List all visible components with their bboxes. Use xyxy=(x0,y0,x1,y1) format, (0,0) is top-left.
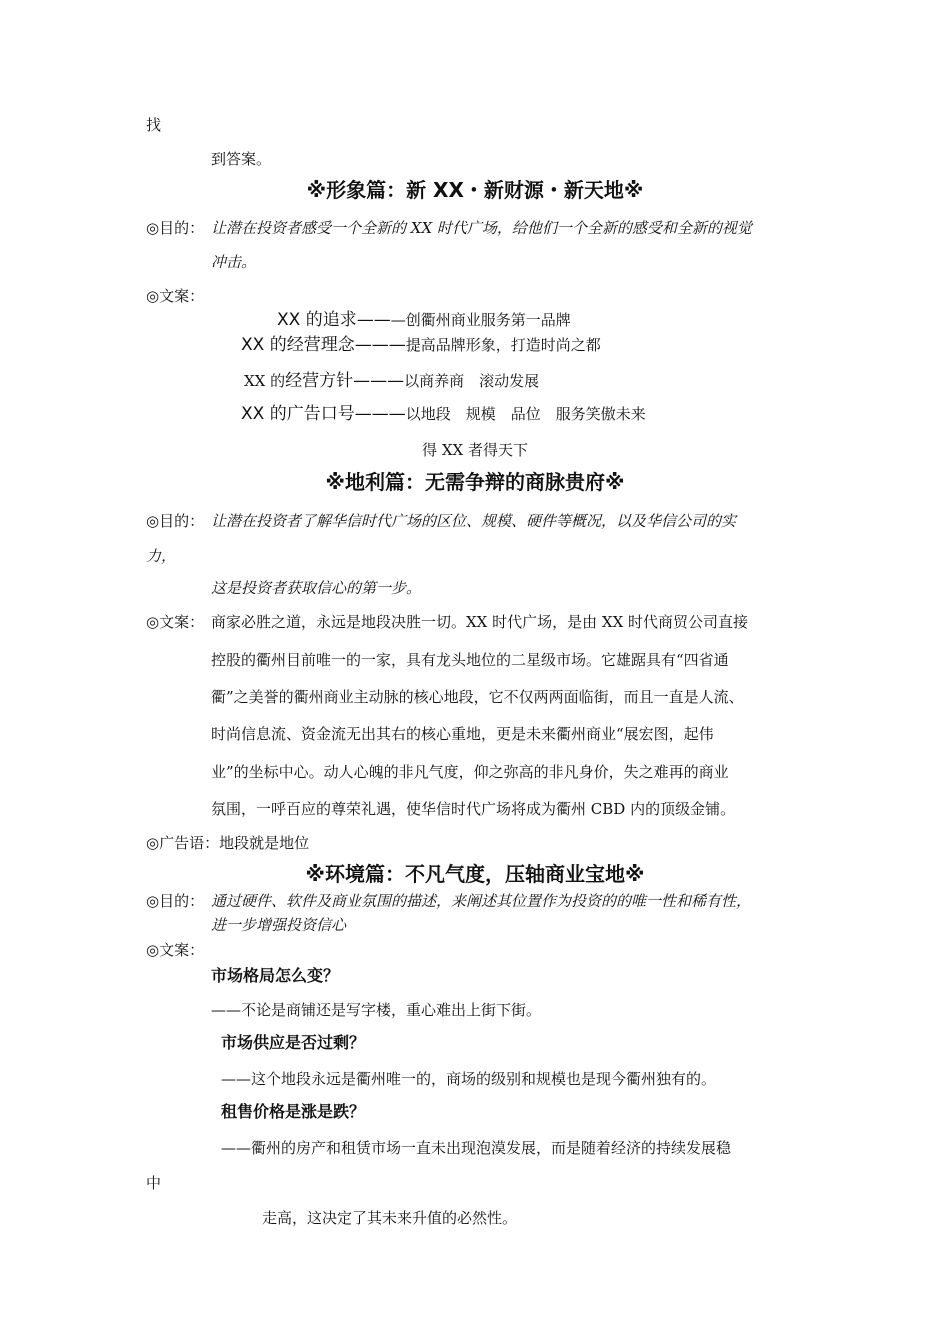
goal-label: ◎目的： xyxy=(146,219,205,237)
slogan-row-philosophy xyxy=(241,335,601,355)
goal-text: 让潜在投资者了解华信时代广场的区位、规模、硬件等概况，以及华信公司的实 xyxy=(211,512,737,530)
copy-label: ◎文案： xyxy=(146,941,205,959)
slogan-value: 以商养商 滚动发展 xyxy=(404,372,540,390)
slogan-value: 以地段 规模 品位 服务笑傲未来 xyxy=(405,405,646,423)
copy-label: ◎文案： xyxy=(146,613,205,631)
answer-text-cont: 中 xyxy=(146,1174,162,1192)
copy-paragraph-line: 衢”之美誉的衢州商业主动脉的核心地段，它不仅两两面临街，而且一直是人流、 xyxy=(211,688,744,706)
section-heading-image: ※形象篇：新 XX・新财源・新天地※ xyxy=(306,178,644,202)
goal-text-cont: 冲击。 xyxy=(211,253,257,271)
goal-text-cont: 力， xyxy=(146,547,177,565)
answer-text-cont: 走高，这决定了其未来升值的必然性。 xyxy=(262,1209,518,1227)
answer-text: ——不论是商铺还是写字楼，重心难出上街下街。 xyxy=(211,1001,542,1019)
slogan-row-pursuit xyxy=(277,310,571,330)
slogan-closing: 得 XX 者得天下 xyxy=(422,441,528,459)
slogan-key: XX 的追求—— xyxy=(277,310,391,330)
section-heading-location: ※地利篇：无需争辩的商脉贵府※ xyxy=(325,470,625,494)
goal-label: ◎目的： xyxy=(146,892,205,910)
goal-text: 通过硬件、软件及商业氛围的描述，来阐述其位置作为投资的的唯一性和稀有性， xyxy=(211,892,752,910)
slogan-value: 提高品牌形象，打造时尚之都 xyxy=(405,336,601,354)
slogan-value: —创衢州商业服务第一品牌 xyxy=(390,311,571,329)
answer-text: ——衢州的房产和租赁市场一直未出现泡漠发展，而是随着经济的持续发展稳 xyxy=(221,1139,732,1157)
intro-line-1: 找 xyxy=(146,116,162,134)
copy-paragraph-line: 氛围，一呼百应的尊荣礼遇，使华信时代广场将成为衢州 CBD 内的顶级金铺。 xyxy=(211,800,736,818)
slogan-row-policy xyxy=(244,371,539,391)
goal-text-cont: 进一步增强投资信心 xyxy=(211,916,347,934)
copy-paragraph-line: 业”的坐标中心。动人心魄的非凡气度，仰之弥高的非凡身价，失之难再的商业 xyxy=(211,763,729,781)
question-supply: 市场供应是否过剩？ xyxy=(221,1033,366,1052)
slogan-key: 经营方针——— xyxy=(285,371,405,391)
intro-line-2: 到答案。 xyxy=(211,150,272,168)
copy-paragraph-line: 时尚信息流、资金流无出其右的核心重地，更是未来衢州商业“展宏图，起伟 xyxy=(211,725,714,743)
section-heading-environment: ※环境篇：不凡气度，压轴商业宝地※ xyxy=(305,862,645,886)
answer-text: ——这个地段永远是衢州唯一的，商场的级别和规模也是现今衢州独有的。 xyxy=(221,1070,717,1088)
question-price: 租售价格是涨是跌？ xyxy=(221,1102,366,1121)
slogan-key: XX 的广告口号——— xyxy=(241,404,406,424)
ad-slogan: ◎广告语：地段就是地位 xyxy=(146,834,310,852)
copy-paragraph-line: 商家必胜之道，永远是地段决胜一切。XX 时代广场，是由 XX 时代商贸公司直接 xyxy=(211,613,749,631)
copy-label: ◎文案： xyxy=(146,287,205,305)
goal-text: 让潜在投资者感受一个全新的 XX 时代广场，给他们一个全新的感受和全新的视觉 xyxy=(211,219,752,237)
slogan-row-ad xyxy=(241,404,646,424)
copy-paragraph-line: 控股的衢州目前唯一的一家，具有龙头地位的二星级市场。它雄踞具有“四省通 xyxy=(211,651,729,669)
goal-text-cont: 这是投资者获取信心的第一步。 xyxy=(211,579,422,597)
question-market-pattern: 市场格局怎么变？ xyxy=(211,966,340,985)
goal-label: ◎目的： xyxy=(146,512,205,530)
slogan-key-prefix: XX 的 xyxy=(244,372,286,390)
slogan-key: XX 的经营理念——— xyxy=(241,335,406,355)
